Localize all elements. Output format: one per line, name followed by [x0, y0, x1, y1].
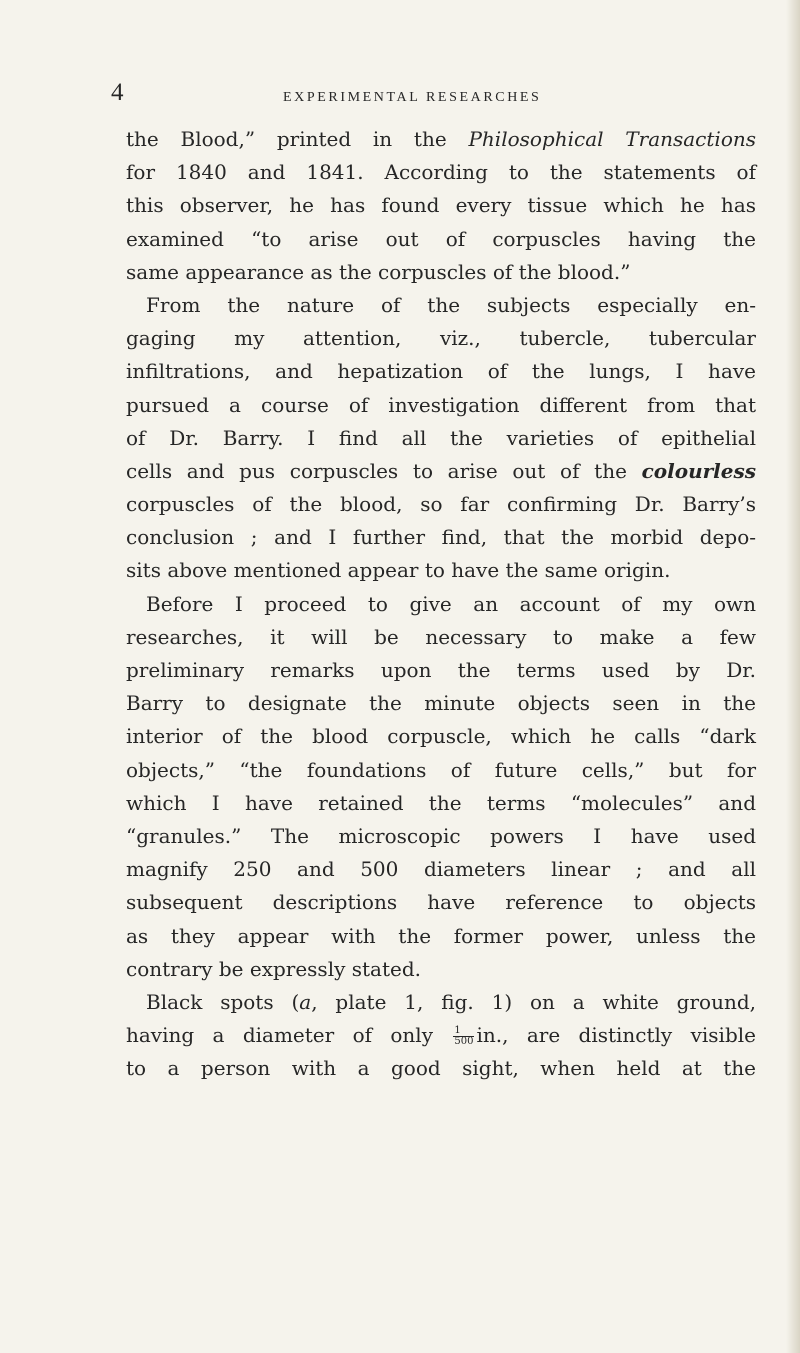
text-line: subsequent descriptions have reference to objects — [126, 890, 756, 915]
text-line: having a diameter of only $\frac{1}{500}$ in., are distinctly visible — [126, 1023, 756, 1048]
text-line: magnify 250 and 500 diameters linear ; and all — [126, 857, 756, 882]
text-line: “granules.” The microscopic powers I have used — [126, 823, 756, 848]
figure-label-a: a — [299, 989, 312, 1014]
text-line: same appearance as the corpuscles of the blood.” — [126, 259, 631, 284]
text-line: this observer, he has found every tissue which he has — [126, 193, 756, 218]
text-line: as they appear with the former power, unless the — [126, 923, 756, 948]
text-line: interior of the blood corpuscle, which he calls “dark — [126, 724, 756, 749]
text-line: the Blood,” printed in the Philosophical Transactions — [126, 127, 756, 151]
emphasis-colourless: colourless — [641, 458, 756, 483]
text-line: pursued a course of investigation different from that — [126, 392, 756, 417]
page-number: 4 — [111, 79, 124, 106]
text-line: of Dr. Barry. I find all the varieties of epithelial — [126, 425, 756, 450]
text-line: From the nature of the subjects especially en- — [146, 292, 756, 317]
text-line: infiltrations, and hepatization of the lungs, I have — [126, 359, 756, 384]
text-line: for 1840 and 1841. According to the statements of — [126, 160, 756, 185]
page-edge-shadow — [786, 0, 800, 1353]
text-line: gaging my attention, viz., tubercle, tubercular — [126, 326, 756, 351]
text-line: preliminary remarks upon the terms used by Dr. — [126, 658, 756, 682]
text-line: which I have retained the terms “molecules” and — [126, 790, 756, 815]
text-line: to a person with a good sight, when held at the — [126, 1056, 756, 1081]
text-line: sits above mentioned appear to have the same origin. — [126, 558, 671, 583]
text-line: examined “to arise out of corpuscles having the — [126, 226, 756, 251]
fraction: $\frac{1}{500}$ — [454, 1025, 474, 1048]
journal-title: Philosophical Transactions — [468, 127, 756, 151]
text-line: corpuscles of the blood, so far confirming Dr. Barry’s — [126, 492, 756, 517]
text-line: Barry to designate the minute objects seen in the — [126, 691, 756, 716]
text-line: contrary be expressly stated. — [126, 956, 422, 981]
body-text — [126, 123, 756, 1085]
text-line: Black spots (a, plate 1, fig. 1) on a white ground, — [146, 989, 757, 1014]
text-line: conclusion ; and I further find, that the morbid depo- — [126, 525, 756, 550]
text-line: researches, it will be necessary to make a few — [126, 624, 756, 649]
text-line: objects,” “the foundations of future cells,” but for — [126, 757, 756, 782]
running-head: EXPERIMENTAL RESEARCHES — [283, 90, 542, 105]
text-line: cells and pus corpuscles to arise out of the colourless — [126, 458, 756, 483]
text-line: Before I proceed to give an account of my own — [146, 591, 756, 616]
